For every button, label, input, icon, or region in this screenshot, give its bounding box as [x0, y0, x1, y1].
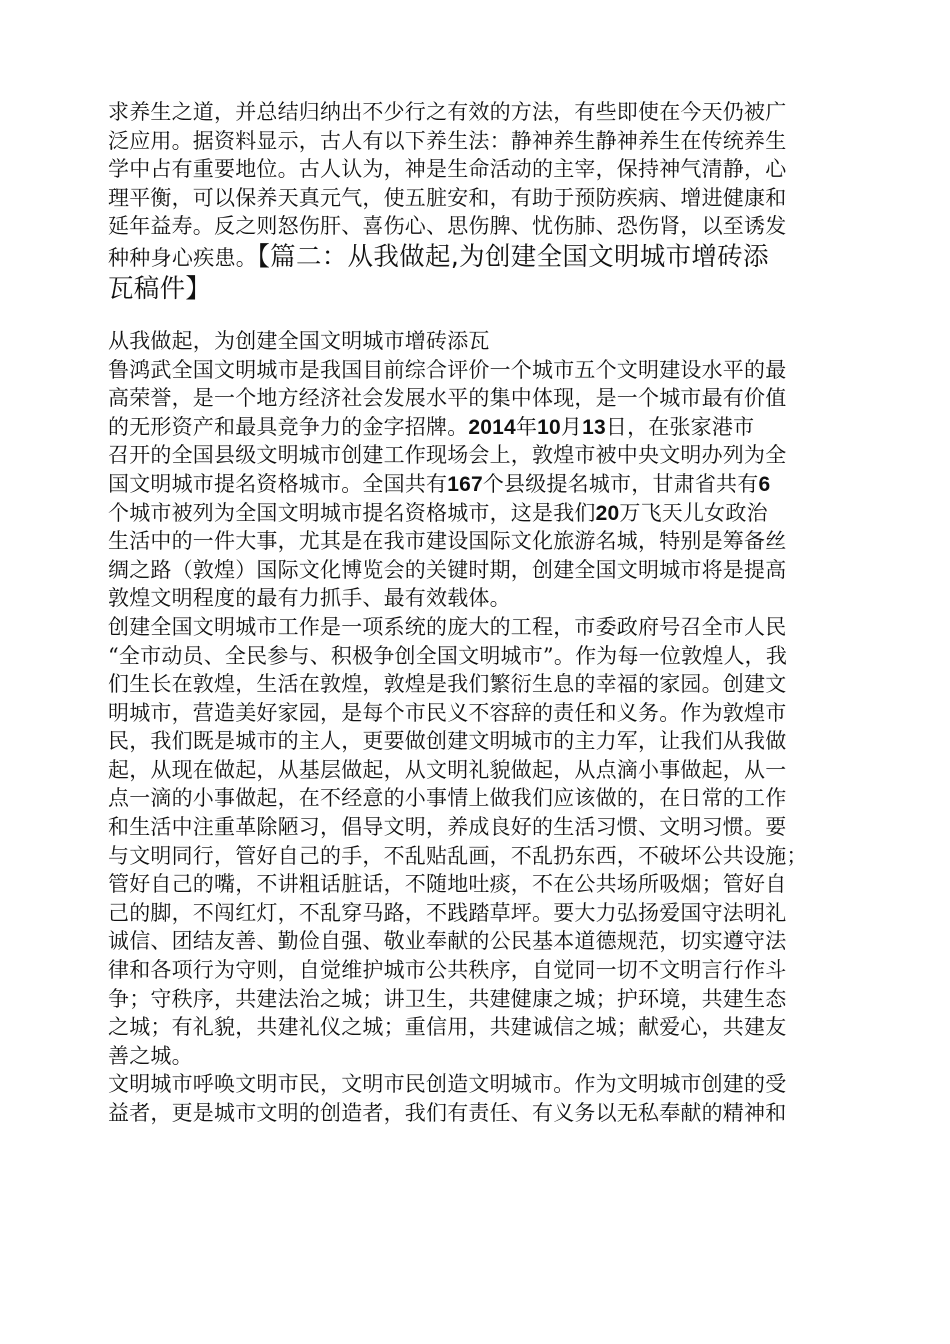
intro-last-line: 种种身心疾患。 [108, 245, 258, 270]
county-count-number: 167 [447, 472, 483, 496]
text-line [108, 499, 864, 528]
text-line: 生活中的一件大事，尤其是在我市建设国际文化旅游名城，特别是筹备丝 [108, 529, 787, 554]
text-line: 诚信、团结友善、勤俭自强、敬业奉献的公民基本道德规范，切实遵守法 [108, 929, 787, 954]
text-segment: 月 [560, 414, 583, 439]
text-line: 泛应用。据资料显示，古人有以下养生法：静神养生静神养生在传统养生 [108, 128, 787, 153]
text-line: 起，从现在做起，从基层做起，从文明礼貌做起，从点滴小事做起，从一 [108, 757, 787, 782]
text-line [108, 413, 864, 442]
text-line: “全市动员、全民参与、积极争创全国文明城市”。作为每一位敦煌人，我 [108, 643, 788, 668]
text-line [108, 470, 864, 499]
text-line: 善之城。 [108, 1043, 193, 1068]
paragraph-3 [108, 1070, 864, 1127]
article-title: 从我做起，为创建全国文明城市增砖添瓦 [108, 328, 490, 353]
text-line: 创建全国文明城市工作是一项系统的庞大的工程，市委政府号召全市人民 [108, 614, 787, 639]
text-segment: 个城市被列为全国文明城市提名资格城市，这是我们 [108, 500, 596, 525]
text-segment: 日，在张家港市 [605, 414, 755, 439]
text-line: 学中占有重要地位。古人认为，神是生命活动的主宰，保持神气清静，心 [108, 157, 787, 182]
text-line: 文明城市呼唤文明市民，文明市民创造文明城市。作为文明城市创建的受 [108, 1072, 787, 1097]
section-heading: 【篇二：从我做起,为创建全国文明城市增砖添 [257, 241, 769, 272]
text-segment: 的无形资产和最具竞争力的金字招牌。 [108, 414, 469, 439]
text-segment: 国文明城市提名资格城市。全国共有 [108, 471, 448, 496]
text-segment: 万飞天儿女政治 [619, 500, 768, 525]
text-line: 召开的全国县级文明城市创建工作现场会上，敦煌市被中央文明办列为全 [108, 443, 787, 468]
text-line: 益者，更是城市文明的创造者，我们有责任、有义务以无私奉献的精神和 [108, 1101, 787, 1125]
text-line: 们生长在敦煌，生活在敦煌，敦煌是我们繁衍生息的幸福的家园。创建文 [108, 672, 787, 697]
intro-paragraph [108, 98, 864, 305]
text-line: 鲁鸿武全国文明城市是我国目前综合评价一个城市五个文明建设水平的最 [108, 357, 787, 382]
month-number: 10 [537, 415, 561, 439]
text-line: 敦煌文明程度的最有力抓手、最有效载体。 [108, 586, 511, 611]
text-line: 争；守秩序，共建法治之城；讲卫生，共建健康之城；护环境，共建生态 [108, 986, 787, 1011]
paragraph-1 [108, 356, 864, 613]
text-line: 民，我们既是城市的主人，更要做创建文明城市的主力军，让我们从我做 [108, 729, 787, 754]
text-line: 己的脚，不闯红灯，不乱穿马路，不践踏草坪。要大力弘扬爱国守法明礼 [108, 900, 787, 925]
year-number: 2014 [468, 415, 516, 439]
paragraph-2 [108, 613, 864, 1071]
text-line: 绸之路（敦煌）国际文化博览会的关键时期，创建全国文明城市将是提高 [108, 557, 787, 582]
text-line [108, 241, 864, 273]
text-line: 与文明同行，管好自己的手，不乱贴乱画，不乱扔东西，不破坏公共设施； [108, 843, 808, 868]
section-heading-continued: 瓦稿件】 [108, 273, 212, 304]
text-segment: 个县级提名城市，甘肃省共有 [482, 471, 759, 496]
text-line: 点一滴的小事做起，在不经意的小事情上做我们应该做的，在日常的工作 [108, 786, 787, 811]
text-line: 之城；有礼貌，共建礼仪之城；重信用，共建诚信之城；献爱心，共建友 [108, 1015, 787, 1040]
gansu-count-number: 6 [758, 472, 771, 496]
text-segment: 年 [515, 414, 538, 439]
text-line: 理平衡，可以保养天真元气，使五脏安和，有助于预防疾病、增进健康和 [108, 185, 787, 210]
text-line: 高荣誉，是一个地方经济社会发展水平的集中体现，是一个城市最有价值 [108, 386, 787, 411]
text-line: 管好自己的嘴，不讲粗话脏话，不随地吐痰，不在公共场所吸烟；管好自 [108, 872, 787, 897]
day-number: 13 [582, 415, 606, 439]
text-line: 律和各项行为守则，自觉维护城市公共秩序，自觉同一切不文明言行作斗 [108, 958, 787, 983]
text-line: 求养生之道，并总结归纳出不少行之有效的方法，有些即使在今天仍被广 [108, 100, 787, 124]
text-line: 延年益寿。反之则怒伤肝、喜伤心、思伤脾、忧伤肺、恐伤肾，以至诱发 [108, 214, 787, 239]
text-line: 明城市，营造美好家园，是每个市民义不容辞的责任和义务。作为敦煌市 [108, 700, 787, 725]
document-page [108, 98, 864, 1128]
population-number: 20 [595, 501, 620, 525]
text-line: 和生活中注重革除陋习，倡导文明，养成良好的生活习惯、文明习惯。要 [108, 815, 787, 840]
